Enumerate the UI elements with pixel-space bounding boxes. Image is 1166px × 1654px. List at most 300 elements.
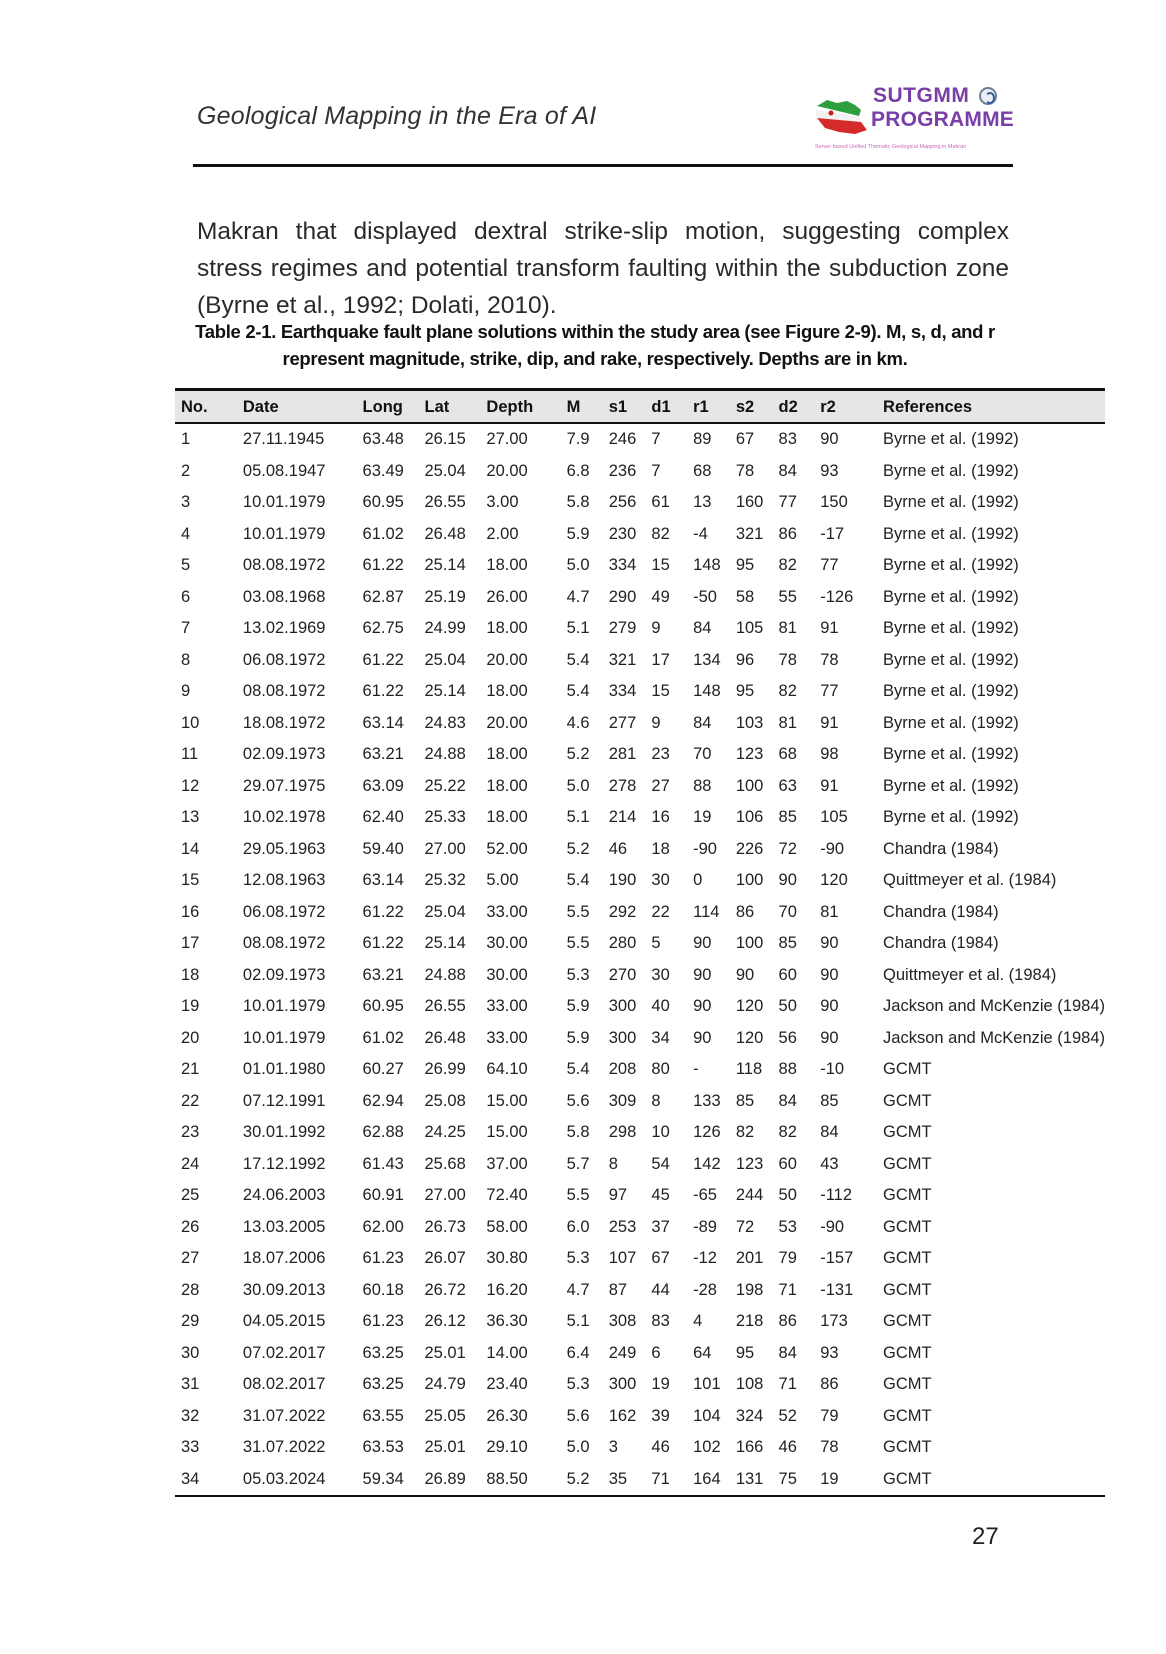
cell-s1: 334 bbox=[608, 682, 637, 701]
cell-no: 26 bbox=[181, 1217, 200, 1236]
cell-m: 5.0 bbox=[566, 556, 590, 575]
iran-map-flag-icon bbox=[813, 96, 869, 136]
cell-depth: 36.30 bbox=[486, 1312, 528, 1331]
cell-date: 10.02.1978 bbox=[242, 808, 326, 827]
cell-depth: 15.00 bbox=[486, 1091, 528, 1110]
cell-s1: 253 bbox=[608, 1217, 637, 1236]
cell-references: GCMT bbox=[883, 1217, 932, 1236]
cell-m: 4.6 bbox=[566, 713, 590, 732]
cell-depth: 18.00 bbox=[486, 808, 528, 827]
table-header-row bbox=[175, 390, 1105, 424]
cell-no: 29 bbox=[181, 1312, 200, 1331]
cell-r2: 77 bbox=[820, 556, 839, 575]
cell-long: 61.02 bbox=[362, 524, 404, 543]
cell-r2: -126 bbox=[820, 587, 854, 606]
cell-d2: 72 bbox=[778, 839, 797, 858]
cell-long: 61.22 bbox=[362, 650, 404, 669]
cell-long: 63.55 bbox=[362, 1406, 404, 1425]
cell-d2: 52 bbox=[778, 1406, 797, 1425]
cell-lat: 25.22 bbox=[424, 776, 466, 795]
cell-d1: 46 bbox=[651, 1438, 670, 1457]
cell-s1: 97 bbox=[608, 1186, 628, 1205]
cell-r2: 105 bbox=[820, 808, 848, 827]
cell-m: 6.4 bbox=[566, 1343, 590, 1362]
cell-lat: 26.99 bbox=[424, 1060, 466, 1079]
cell-references: Byrne et al. (1992) bbox=[883, 524, 1019, 543]
cell-r2: 90 bbox=[820, 965, 839, 984]
cell-s1: 300 bbox=[608, 1028, 637, 1047]
cell-r1: 19 bbox=[693, 808, 712, 827]
cell-r1: 148 bbox=[693, 556, 721, 575]
cell-long: 62.88 bbox=[362, 1123, 404, 1142]
cell-m: 5.6 bbox=[566, 1406, 590, 1425]
cell-long: 61.22 bbox=[362, 934, 404, 953]
cell-depth: 33.00 bbox=[486, 902, 528, 921]
cell-r2: -17 bbox=[820, 524, 845, 543]
cell-r2: 90 bbox=[820, 934, 839, 953]
cell-no: 15 bbox=[181, 871, 200, 890]
cell-lat: 25.32 bbox=[424, 871, 466, 890]
cell-d2: 84 bbox=[778, 1091, 797, 1110]
cell-d2: 82 bbox=[778, 682, 797, 701]
cell-date: 24.06.2003 bbox=[242, 1186, 326, 1205]
cell-long: 60.18 bbox=[362, 1280, 404, 1299]
cell-s1: 278 bbox=[608, 776, 637, 795]
cell-d1: 10 bbox=[651, 1123, 670, 1142]
table-row bbox=[175, 991, 1105, 1023]
cell-r2: 19 bbox=[814, 1464, 877, 1497]
cell-m: 5.9 bbox=[566, 1028, 590, 1047]
cell-s2: 120 bbox=[735, 997, 764, 1016]
cell-d1: 61 bbox=[651, 493, 670, 512]
cell-lat: 25.01 bbox=[424, 1343, 466, 1362]
cell-lat: 26.73 bbox=[424, 1217, 466, 1236]
cell-d2: 68 bbox=[778, 745, 797, 764]
cell-depth: 20.00 bbox=[486, 650, 528, 669]
cell-r2: 78 bbox=[820, 650, 839, 669]
cell-m: 7.9 bbox=[566, 430, 590, 449]
cell-lat: 25.33 bbox=[424, 808, 466, 827]
cell-d1: 16 bbox=[651, 808, 670, 827]
cell-d1: 5 bbox=[651, 934, 661, 953]
cell-d2: 90 bbox=[778, 871, 797, 890]
cell-references: GCMT bbox=[883, 1438, 932, 1457]
cell-d1: 30 bbox=[651, 871, 670, 890]
cell-d1: 40 bbox=[651, 997, 670, 1016]
cell-d2: 81 bbox=[778, 619, 797, 638]
cell-d1: 8 bbox=[651, 1091, 661, 1110]
cell-s1: 298 bbox=[608, 1123, 637, 1142]
cell-long: 60.27 bbox=[362, 1060, 404, 1079]
cell-r2: 43 bbox=[820, 1154, 839, 1173]
cell-lat: 26.55 bbox=[424, 997, 466, 1016]
cell-references: Jackson and McKenzie (1984) bbox=[883, 1028, 1105, 1047]
cell-lat: 25.01 bbox=[424, 1438, 466, 1457]
cell-depth: 20.00 bbox=[486, 713, 528, 732]
cell-d1: 19 bbox=[651, 1375, 670, 1394]
cell-date: 10.01.1979 bbox=[242, 1028, 326, 1047]
cell-r1: 0 bbox=[693, 871, 703, 890]
cell-long: 59.34 bbox=[357, 1464, 419, 1497]
cell-date: 08.08.1972 bbox=[242, 934, 326, 953]
cell-s1: 308 bbox=[608, 1312, 637, 1331]
cell-references: Chandra (1984) bbox=[883, 934, 999, 953]
cell-date: 29.07.1975 bbox=[242, 776, 326, 795]
cell-depth: 16.20 bbox=[486, 1280, 528, 1299]
cell-d2: 60 bbox=[778, 1154, 797, 1173]
cell-no: 28 bbox=[181, 1280, 200, 1299]
running-title: Geological Mapping in the Era of AI bbox=[197, 102, 597, 130]
cell-d1: 7 bbox=[651, 461, 661, 480]
cell-date: 07.12.1991 bbox=[242, 1091, 326, 1110]
cell-d1: 37 bbox=[651, 1217, 670, 1236]
cell-long: 62.87 bbox=[362, 587, 404, 606]
cell-date: 31.07.2022 bbox=[242, 1406, 326, 1425]
cell-depth: 20.00 bbox=[486, 461, 528, 480]
cell-s2: 108 bbox=[735, 1375, 764, 1394]
cell-depth: 29.10 bbox=[486, 1438, 528, 1457]
cell-m: 5.4 bbox=[566, 871, 590, 890]
cell-references: GCMT bbox=[883, 1091, 932, 1110]
table-body bbox=[175, 423, 1105, 1496]
cell-s1: 292 bbox=[608, 902, 637, 921]
cell-s2: 67 bbox=[735, 430, 755, 449]
cell-d2: 46 bbox=[778, 1438, 797, 1457]
cell-s2: 218 bbox=[735, 1312, 764, 1331]
cell-long: 62.94 bbox=[362, 1091, 404, 1110]
cell-m: 5.2 bbox=[561, 1464, 603, 1497]
cell-m: 5.8 bbox=[566, 1123, 590, 1142]
cell-s2: 78 bbox=[735, 461, 755, 480]
table-row bbox=[175, 1086, 1105, 1118]
cell-s1: 309 bbox=[608, 1091, 637, 1110]
cell-d2: 88 bbox=[778, 1060, 797, 1079]
cell-s1: 334 bbox=[608, 556, 637, 575]
cell-lat: 25.14 bbox=[424, 556, 466, 575]
cell-no: 14 bbox=[181, 839, 200, 858]
cell-r2: 77 bbox=[820, 682, 839, 701]
cell-s1: 249 bbox=[608, 1343, 637, 1362]
table-row bbox=[175, 456, 1105, 488]
cell-d1: 15 bbox=[651, 682, 670, 701]
cell-lat: 24.79 bbox=[424, 1375, 466, 1394]
cell-long: 62.75 bbox=[362, 619, 404, 638]
cell-date: 30.01.1992 bbox=[242, 1123, 326, 1142]
cell-r1: -50 bbox=[693, 587, 717, 606]
table-row bbox=[175, 708, 1105, 740]
cell-r1: 90 bbox=[693, 1028, 712, 1047]
cell-r2: 98 bbox=[820, 745, 839, 764]
cell-d1: 49 bbox=[651, 587, 670, 606]
cell-depth: 27.00 bbox=[486, 430, 528, 449]
header-divider bbox=[193, 164, 1013, 167]
cell-s1: 300 bbox=[608, 997, 637, 1016]
cell-date: 13.03.2005 bbox=[242, 1217, 326, 1236]
cell-s2: 324 bbox=[735, 1406, 764, 1425]
cell-r2: 91 bbox=[820, 619, 839, 638]
cell-references: GCMT bbox=[883, 1186, 932, 1205]
cell-references: Jackson and McKenzie (1984) bbox=[883, 997, 1105, 1016]
cell-lat: 25.04 bbox=[424, 902, 466, 921]
cell-date: 02.09.1973 bbox=[242, 745, 326, 764]
cell-lat: 25.14 bbox=[424, 934, 466, 953]
cell-no: 30 bbox=[181, 1343, 200, 1362]
cell-no: 24 bbox=[181, 1154, 200, 1173]
table-row bbox=[175, 1464, 1105, 1497]
cell-references: Chandra (1984) bbox=[883, 902, 999, 921]
cell-m: 5.5 bbox=[566, 1186, 590, 1205]
cell-depth: 64.10 bbox=[486, 1060, 528, 1079]
cell-long: 61.22 bbox=[362, 682, 404, 701]
cell-r1: - bbox=[693, 1060, 699, 1079]
cell-m: 6.8 bbox=[566, 461, 590, 480]
cell-d2: 71 bbox=[778, 1280, 797, 1299]
cell-d2: 85 bbox=[778, 934, 797, 953]
cell-r1: 64 bbox=[693, 1343, 712, 1362]
table-row bbox=[175, 897, 1105, 929]
table-row bbox=[175, 1369, 1105, 1401]
cell-d2: 82 bbox=[778, 1123, 797, 1142]
cell-no: 11 bbox=[181, 745, 199, 764]
cell-date: 31.07.2022 bbox=[242, 1438, 326, 1457]
cell-r1: 4 bbox=[693, 1312, 703, 1331]
cell-lat: 26.89 bbox=[418, 1464, 480, 1497]
cell-date: 04.05.2015 bbox=[242, 1312, 326, 1331]
cell-r2: -157 bbox=[820, 1249, 854, 1268]
page-number: 27 bbox=[972, 1523, 999, 1550]
cell-no: 31 bbox=[181, 1375, 200, 1394]
cell-s2: 58 bbox=[735, 587, 755, 606]
cell-date: 05.08.1947 bbox=[242, 461, 326, 480]
cell-references: Byrne et al. (1992) bbox=[883, 619, 1019, 638]
cell-no: 20 bbox=[181, 1028, 200, 1047]
cell-lat: 26.55 bbox=[424, 493, 466, 512]
cell-date: 02.09.1973 bbox=[242, 965, 326, 984]
cell-long: 61.43 bbox=[362, 1154, 404, 1173]
cell-depth: 26.00 bbox=[486, 587, 528, 606]
cell-r2: 93 bbox=[820, 1343, 839, 1362]
cell-long: 61.23 bbox=[362, 1312, 404, 1331]
cell-depth: 26.30 bbox=[486, 1406, 528, 1425]
cell-depth: 30.00 bbox=[486, 965, 528, 984]
cell-m: 5.1 bbox=[566, 1312, 590, 1331]
cell-s2: 100 bbox=[735, 871, 764, 890]
cell-lat: 25.08 bbox=[424, 1091, 466, 1110]
cell-lat: 27.00 bbox=[424, 839, 466, 858]
cell-m: 5.2 bbox=[566, 745, 590, 764]
cell-d2: 82 bbox=[778, 556, 797, 575]
cell-long: 62.00 bbox=[362, 1217, 404, 1236]
cell-d2: 84 bbox=[778, 1343, 797, 1362]
cell-r1: 102 bbox=[693, 1438, 721, 1457]
cell-depth: 37.00 bbox=[486, 1154, 528, 1173]
col-s1: s1 bbox=[608, 397, 628, 416]
cell-s1: 281 bbox=[608, 745, 637, 764]
cell-r2: 173 bbox=[820, 1312, 848, 1331]
table-row bbox=[175, 550, 1105, 582]
cell-references: Byrne et al. (1992) bbox=[883, 493, 1019, 512]
cell-s1: 162 bbox=[608, 1406, 637, 1425]
cell-r2: 120 bbox=[820, 871, 848, 890]
cell-m: 4.7 bbox=[566, 587, 590, 606]
cell-no: 13 bbox=[181, 808, 200, 827]
cell-d1: 82 bbox=[651, 524, 670, 543]
cell-references: GCMT bbox=[883, 1154, 932, 1173]
cell-m: 5.4 bbox=[566, 1060, 590, 1079]
cell-long: 63.09 bbox=[362, 776, 404, 795]
cell-r1: 134 bbox=[693, 650, 721, 669]
cell-depth: 18.00 bbox=[486, 556, 528, 575]
col-long: Long bbox=[362, 397, 403, 416]
cell-no: 4 bbox=[181, 524, 191, 543]
cell-s1: 208 bbox=[608, 1060, 637, 1079]
table-row bbox=[175, 1212, 1105, 1244]
table-row bbox=[175, 519, 1105, 551]
cell-lat: 27.00 bbox=[424, 1186, 466, 1205]
cell-s1: 300 bbox=[608, 1375, 637, 1394]
cell-lat: 26.48 bbox=[424, 1028, 466, 1047]
cell-r2: -131 bbox=[820, 1280, 854, 1299]
col-d2: d2 bbox=[778, 397, 798, 416]
cell-d1: 30 bbox=[651, 965, 670, 984]
cell-r1: 13 bbox=[693, 493, 712, 512]
cell-depth: 33.00 bbox=[486, 997, 528, 1016]
cell-r1: 70 bbox=[693, 745, 712, 764]
cell-lat: 25.14 bbox=[424, 682, 466, 701]
cell-no: 7 bbox=[181, 619, 191, 638]
cell-m: 5.1 bbox=[566, 808, 590, 827]
table-row bbox=[175, 1149, 1105, 1181]
table-row bbox=[175, 1275, 1105, 1307]
cell-depth: 18.00 bbox=[486, 619, 528, 638]
col-m: M bbox=[566, 397, 581, 416]
cell-m: 5.9 bbox=[566, 524, 590, 543]
cell-lat: 24.99 bbox=[424, 619, 466, 638]
cell-s1: 230 bbox=[608, 524, 637, 543]
cell-references: GCMT bbox=[883, 1249, 932, 1268]
cell-no: 9 bbox=[181, 682, 191, 701]
cell-r2: 90 bbox=[820, 430, 839, 449]
cell-r1: 101 bbox=[693, 1375, 721, 1394]
sutgmm-logo bbox=[813, 84, 1013, 154]
cell-depth: 72.40 bbox=[486, 1186, 528, 1205]
cell-depth: 18.00 bbox=[486, 682, 528, 701]
table-caption: Table 2-1. Earthquake fault plane solutions within the study area (see Figure 2-9). M, s, d, and r represent magnitude, strike, dip, and rake, respectively. Depths are in km. bbox=[195, 321, 995, 369]
table-row bbox=[175, 487, 1105, 519]
cell-long: 60.91 bbox=[362, 1186, 404, 1205]
cell-r2: 79 bbox=[820, 1406, 839, 1425]
col-r1: r1 bbox=[693, 397, 709, 416]
cell-r1: 90 bbox=[693, 965, 712, 984]
cell-references: GCMT bbox=[883, 1060, 932, 1079]
cell-date: 06.08.1972 bbox=[242, 902, 326, 921]
table-row bbox=[175, 1243, 1105, 1275]
cell-r1: 148 bbox=[693, 682, 721, 701]
cell-r1: -65 bbox=[693, 1186, 717, 1205]
cell-s2: 72 bbox=[735, 1217, 755, 1236]
cell-date: 05.03.2024 bbox=[237, 1464, 357, 1497]
cell-d2: 55 bbox=[778, 587, 797, 606]
cell-d2: 81 bbox=[778, 713, 797, 732]
cell-d2: 79 bbox=[778, 1249, 797, 1268]
cell-d2: 78 bbox=[778, 650, 797, 669]
cell-s2: 118 bbox=[735, 1060, 763, 1079]
cell-no: 10 bbox=[181, 713, 200, 732]
cell-references: Byrne et al. (1992) bbox=[883, 745, 1019, 764]
cell-s2: 103 bbox=[735, 713, 764, 732]
cell-no: 2 bbox=[181, 461, 191, 480]
cell-date: 03.08.1968 bbox=[242, 587, 326, 606]
cell-d2: 63 bbox=[778, 776, 797, 795]
cell-r1: 133 bbox=[693, 1091, 721, 1110]
cell-lat: 25.04 bbox=[424, 461, 466, 480]
cell-r1: -90 bbox=[693, 839, 717, 858]
cell-no: 21 bbox=[181, 1060, 200, 1079]
cell-s2: 321 bbox=[735, 524, 764, 543]
cell-depth: 58.00 bbox=[486, 1217, 528, 1236]
cell-r2: 84 bbox=[820, 1123, 839, 1142]
table-row bbox=[175, 960, 1105, 992]
cell-lat: 24.25 bbox=[424, 1123, 466, 1142]
cell-long: 60.95 bbox=[362, 493, 404, 512]
cell-d1: 27 bbox=[651, 776, 670, 795]
cell-m: 5.0 bbox=[566, 1438, 590, 1457]
cell-s1: 3 bbox=[608, 1438, 618, 1457]
cell-d2: 50 bbox=[778, 1186, 797, 1205]
cell-references: GCMT bbox=[883, 1123, 932, 1142]
cell-long: 63.14 bbox=[362, 713, 404, 732]
cell-date: 18.07.2006 bbox=[242, 1249, 326, 1268]
cell-no: 3 bbox=[181, 493, 191, 512]
cell-long: 62.40 bbox=[362, 808, 404, 827]
cell-date: 01.01.1980 bbox=[242, 1060, 326, 1079]
cell-d2: 60 bbox=[778, 965, 797, 984]
cell-references: GCMT bbox=[883, 1312, 932, 1331]
cell-d1: 71 bbox=[645, 1464, 687, 1497]
cell-s2: 95 bbox=[735, 556, 755, 575]
table-row bbox=[175, 1117, 1105, 1149]
cell-r1: 68 bbox=[693, 461, 712, 480]
cell-d2: 53 bbox=[778, 1217, 797, 1236]
cell-r1: -12 bbox=[693, 1249, 717, 1268]
table-row bbox=[175, 1338, 1105, 1370]
table-row bbox=[175, 739, 1105, 771]
cell-s1: 190 bbox=[608, 871, 637, 890]
gsi-emblem-icon bbox=[979, 87, 997, 105]
cell-date: 18.08.1972 bbox=[242, 713, 326, 732]
cell-d2: 56 bbox=[778, 1028, 797, 1047]
cell-references: Byrne et al. (1992) bbox=[883, 682, 1019, 701]
cell-d1: 34 bbox=[651, 1028, 670, 1047]
cell-d1: 83 bbox=[651, 1312, 670, 1331]
cell-references: Byrne et al. (1992) bbox=[883, 461, 1019, 480]
cell-references: Quittmeyer et al. (1984) bbox=[883, 965, 1057, 984]
cell-depth: 14.00 bbox=[486, 1343, 528, 1362]
cell-references: Byrne et al. (1992) bbox=[883, 713, 1019, 732]
cell-r1: 84 bbox=[693, 619, 712, 638]
cell-date: 13.02.1969 bbox=[242, 619, 326, 638]
cell-r1: 142 bbox=[693, 1154, 721, 1173]
cell-d2: 70 bbox=[778, 902, 797, 921]
cell-r1: 104 bbox=[693, 1406, 721, 1425]
cell-d1: 80 bbox=[651, 1060, 670, 1079]
table-row bbox=[175, 645, 1105, 677]
cell-d1: 9 bbox=[651, 713, 661, 732]
cell-s1: 290 bbox=[608, 587, 637, 606]
cell-s1: 270 bbox=[608, 965, 637, 984]
cell-r2: 90 bbox=[820, 997, 839, 1016]
logo-line1: SUTGMM bbox=[873, 84, 970, 107]
